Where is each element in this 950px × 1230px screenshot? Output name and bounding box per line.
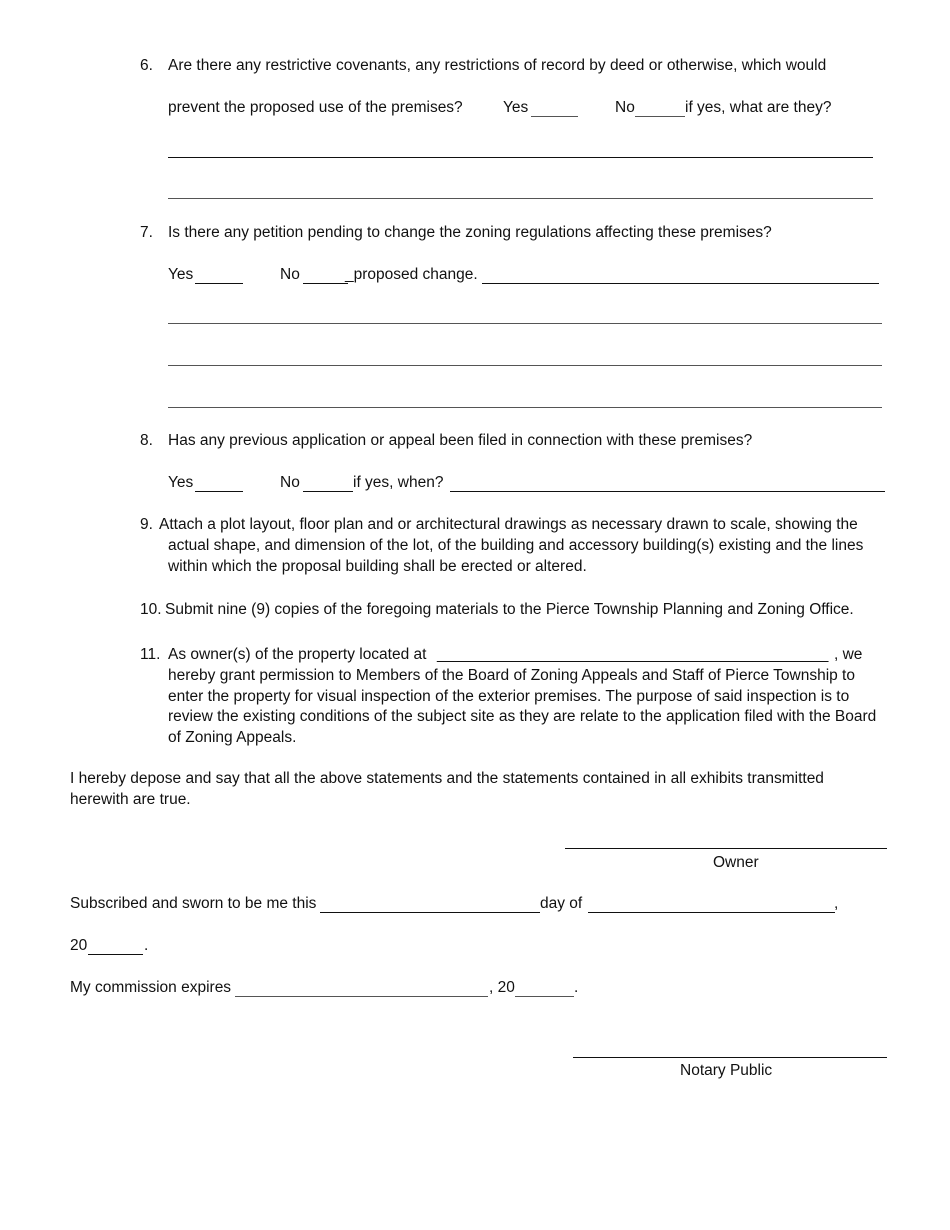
q11-text-rest: hereby grant permission to Members of the Board of Zoning Appeals and Staff of Pierce Township to enter the property for visual inspection of the exterior premises. The purpose of said inspection is to review the existing conditions of the subject site as they are relate to the application filed with the Board of Zoning Appeals. — [168, 667, 877, 746]
q7-text-line1: Is there any petition pending to change the zoning regulations affecting these premises? — [168, 224, 772, 241]
q9-text-rest: actual shape, and dimension of the lot, of the building and accessory building(s) existing and the lines within which the proposal building shall be erected or altered. — [168, 537, 864, 575]
q6-number: 6. — [140, 57, 153, 74]
day-of-text: day of — [540, 895, 583, 912]
q7-proposed-change-blank[interactable] — [482, 283, 879, 284]
q6-answer-line-1[interactable] — [168, 157, 873, 158]
subscribed-text: Subscribed and sworn to be me this — [70, 895, 317, 912]
commission-date-blank[interactable] — [235, 996, 488, 997]
owner-signature-line[interactable] — [565, 848, 887, 849]
q6-text-line1: Are there any restrictive covenants, any restrictions of record by deed or otherwise, which would — [168, 57, 827, 74]
q8-no-blank[interactable] — [303, 491, 353, 492]
q10-number: 10. — [140, 601, 162, 618]
q8-when-blank[interactable] — [450, 491, 885, 492]
commission-comma-20: , 20 — [489, 979, 515, 996]
q7-answer-line-2[interactable] — [168, 365, 882, 366]
q6-no-label: No — [615, 99, 635, 116]
q7-no-label: No — [280, 266, 300, 283]
q8-yes-blank[interactable] — [195, 491, 243, 492]
q6-no-blank[interactable] — [635, 116, 685, 117]
q11-number: 11. — [140, 646, 161, 663]
sworn-day-blank[interactable] — [320, 912, 540, 913]
owner-label: Owner — [713, 854, 759, 871]
q7-yes-blank[interactable] — [195, 283, 243, 284]
q7-number: 7. — [140, 224, 153, 241]
q8-text-line1: Has any previous application or appeal been filed in connection with these premises? — [168, 432, 753, 449]
year-period: . — [144, 937, 149, 954]
q8-no-label: No — [280, 474, 300, 491]
q6-text-line2: prevent the proposed use of the premises? — [168, 99, 463, 116]
q11-address-blank[interactable]: _______________________________________________ — [437, 646, 829, 663]
q6-yes-blank[interactable] — [531, 116, 578, 117]
declaration-text: I hereby depose and say that all the above statements and the statements contained in all exhibits transmitted herewith are true. — [70, 770, 824, 808]
q6-followup-label: if yes, what are they? — [685, 99, 832, 116]
commission-period: . — [574, 979, 579, 996]
sworn-month-blank[interactable] — [588, 912, 835, 913]
q7-answer-line-1[interactable] — [168, 323, 882, 324]
q6-yes-label: Yes — [503, 99, 529, 116]
q11-lead-text: As owner(s) of the property located at — [168, 646, 427, 663]
q7-answer-line-3[interactable] — [168, 407, 882, 408]
q8-followup-label: if yes, when? — [353, 474, 444, 491]
sworn-comma: , — [834, 895, 839, 912]
sworn-year-blank[interactable] — [88, 954, 143, 955]
commission-year-blank[interactable] — [515, 996, 574, 997]
q8-number: 8. — [140, 432, 153, 449]
notary-public-label: Notary Public — [680, 1062, 773, 1079]
q8-yes-label: Yes — [168, 474, 194, 491]
q6-answer-line-2[interactable] — [168, 198, 873, 199]
commission-text: My commission expires — [70, 979, 232, 996]
q10-text: Submit nine (9) copies of the foregoing materials to the Pierce Township Planning and Zoning Office. — [165, 601, 854, 618]
year-prefix: 20 — [70, 937, 88, 954]
notary-signature-line[interactable] — [573, 1057, 887, 1058]
q7-no-blank[interactable] — [303, 283, 348, 284]
q11-tail-text: , we — [834, 646, 863, 663]
q7-followup-label: _proposed change. — [345, 266, 478, 283]
q7-yes-label: Yes — [168, 266, 194, 283]
q9-number: 9. — [140, 516, 153, 533]
q9-text-first-line: Attach a plot layout, floor plan and or architectural drawings as necessary drawn to scale, showing the — [159, 516, 858, 533]
